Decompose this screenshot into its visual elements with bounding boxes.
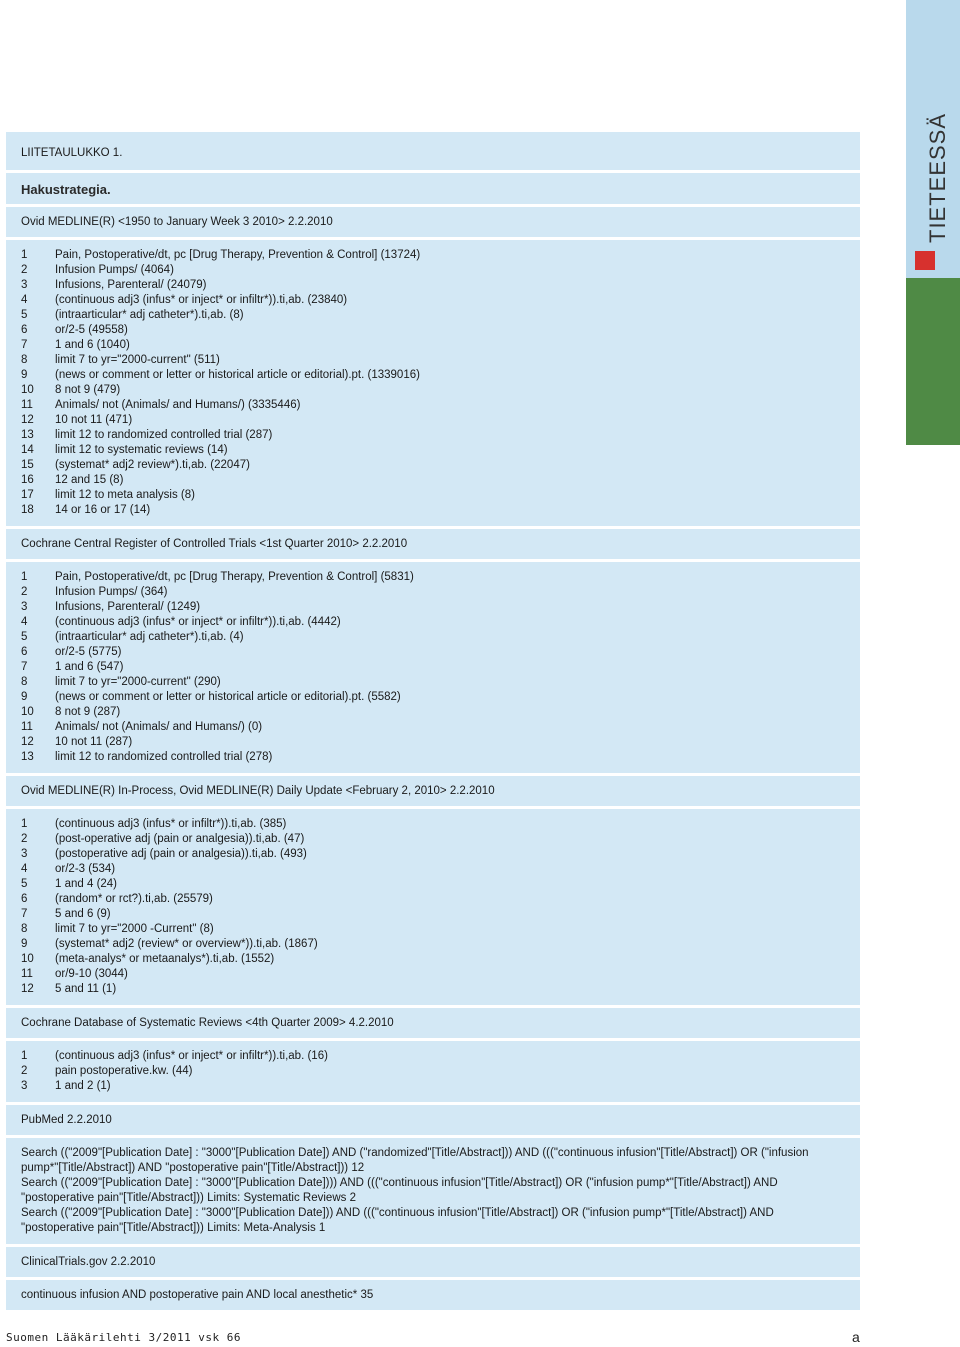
footer-letter: a	[852, 1329, 860, 1345]
line-number: 4	[21, 863, 28, 875]
line-number: 7	[21, 339, 28, 351]
line-query: 1 and 4 (24)	[55, 878, 118, 890]
line-number: 3	[21, 1080, 28, 1092]
search-line	[21, 368, 860, 383]
search-line	[21, 323, 860, 338]
line-number: 13	[21, 751, 34, 763]
line-query: (news or comment or letter or historical article or editorial).pt. (1339016)	[55, 369, 420, 381]
line-number: 3	[21, 601, 28, 613]
database-label: Ovid MEDLINE(R) <1950 to January Week 3 2010> 2.2.2010	[6, 207, 860, 237]
line-number: 10	[21, 953, 34, 965]
line-query: or/9-10 (3044)	[55, 968, 128, 980]
line-query: 8 not 9 (479)	[55, 384, 121, 396]
search-line	[21, 832, 860, 847]
line-query: Infusions, Parenteral/ (1249)	[55, 601, 201, 613]
line-query: (continuous adj3 (infus* or inject* or infiltr*)).ti,ab. (23840)	[55, 294, 348, 306]
line-query: (systemat* adj2 review*).ti,ab. (22047)	[55, 459, 250, 471]
line-query: limit 12 to randomized controlled trial (287)	[55, 429, 273, 441]
line-query: 10 not 11 (287)	[55, 736, 133, 748]
line-number: 18	[21, 504, 34, 516]
search-line	[21, 660, 860, 675]
line-query: Pain, Postoperative/dt, pc [Drug Therapy, Prevention & Control] (13724)	[55, 249, 421, 261]
line-number: 10	[21, 706, 34, 718]
line-number: 3	[21, 279, 28, 291]
clinicaltrials-query: continuous infusion AND postoperative pain AND local anesthetic* 35	[6, 1280, 860, 1310]
search-line	[21, 353, 860, 368]
line-query: limit 12 to randomized controlled trial (278)	[55, 751, 273, 763]
pubmed-query: Search (("2009"[Publication Date] : "3000"[Publication Date]))) AND ((("continuous infusion"[Title/Abstract]) OR ("infusion pump*"[Title/Abstract]) AND "postoperative pain"[Title/Abstract])) Limits: Systematic Reviews 2	[21, 1177, 778, 1204]
line-number: 14	[21, 444, 34, 456]
search-line	[21, 690, 860, 705]
line-number: 12	[21, 736, 34, 748]
line-query: (intraarticular* adj catheter*).ti,ab. (4)	[55, 631, 244, 643]
search-line	[21, 967, 860, 982]
table-heading: Hakustrategia.	[6, 173, 860, 204]
search-line	[21, 570, 860, 585]
search-line	[21, 720, 860, 735]
search-line	[21, 503, 860, 518]
line-number: 15	[21, 459, 34, 471]
search-line	[21, 383, 860, 398]
line-query: 12 and 15 (8)	[55, 474, 124, 486]
line-query: limit 7 to yr="2000-current" (290)	[55, 676, 221, 688]
pubmed-queries	[6, 1138, 860, 1244]
section-label-text: TIETEESSÄ	[925, 112, 950, 243]
line-number: 8	[21, 923, 28, 935]
line-query: 10 not 11 (471)	[55, 414, 133, 426]
line-query: (continuous adj3 (infus* or inject* or infiltr*)).ti,ab. (16)	[55, 1050, 328, 1062]
line-query: 5 and 6 (9)	[55, 908, 111, 920]
search-line	[21, 1079, 860, 1094]
line-number: 9	[21, 369, 28, 381]
search-line	[21, 877, 860, 892]
line-query: Infusion Pumps/ (364)	[55, 586, 168, 598]
line-number: 8	[21, 354, 28, 366]
line-query: limit 7 to yr="2000-current" (511)	[55, 354, 220, 366]
line-query: 14 or 16 or 17 (14)	[55, 504, 151, 516]
search-line	[21, 1064, 860, 1079]
search-lines	[6, 240, 860, 526]
search-line	[21, 600, 860, 615]
search-line	[21, 413, 860, 428]
search-line	[21, 922, 860, 937]
line-number: 1	[21, 249, 28, 261]
line-number: 6	[21, 646, 28, 658]
search-line	[21, 982, 860, 997]
line-number: 5	[21, 878, 28, 890]
search-line	[21, 750, 860, 765]
line-number: 6	[21, 893, 28, 905]
line-query: or/2-5 (49558)	[55, 324, 128, 336]
red-square-icon	[915, 251, 935, 270]
line-number: 9	[21, 691, 28, 703]
search-line	[21, 488, 860, 503]
line-number: 3	[21, 848, 28, 860]
line-query: (systemat* adj2 (review* or overview*)).ti,ab. (1867)	[55, 938, 318, 950]
line-number: 12	[21, 414, 34, 426]
line-query: 5 and 11 (1)	[55, 983, 117, 995]
search-line	[21, 293, 860, 308]
line-number: 2	[21, 1065, 28, 1077]
line-number: 7	[21, 908, 28, 920]
search-line	[21, 308, 860, 323]
search-line	[21, 675, 860, 690]
line-number: 11	[21, 721, 33, 733]
search-line	[21, 907, 860, 922]
search-line	[21, 278, 860, 293]
search-lines	[6, 1041, 860, 1102]
line-number: 2	[21, 586, 28, 598]
pubmed-query: Search (("2009"[Publication Date] : "3000"[Publication Date]) AND ("randomized"[Title/Abstract])) AND ((("continuous infusion"[Title/Abstract]) OR ("infusion pump*"[Title/Abstract]) AND "postoperative pain"[Title/Abstract])) 12	[21, 1147, 809, 1174]
line-query: Pain, Postoperative/dt, pc [Drug Therapy, Prevention & Control] (5831)	[55, 571, 414, 583]
line-query: 1 and 2 (1)	[55, 1080, 111, 1092]
search-line	[21, 1049, 860, 1064]
journal-footer: Suomen Lääkärilehti 3/2011 vsk 66	[6, 1331, 242, 1344]
database-label: PubMed 2.2.2010	[6, 1105, 860, 1135]
search-strategy-table	[6, 132, 860, 1313]
search-lines	[6, 809, 860, 1005]
search-lines	[6, 562, 860, 773]
search-line	[21, 937, 860, 952]
search-line	[21, 817, 860, 832]
search-line	[21, 248, 860, 263]
line-query: (intraarticular* adj catheter*).ti,ab. (8)	[55, 309, 244, 321]
line-query: (continuous adj3 (infus* or infiltr*)).ti,ab. (385)	[55, 818, 287, 830]
search-line	[21, 862, 860, 877]
line-number: 12	[21, 983, 34, 995]
database-label: Cochrane Database of Systematic Reviews <4th Quarter 2009> 4.2.2010	[6, 1008, 860, 1038]
line-query: or/2-3 (534)	[55, 863, 116, 875]
search-line	[21, 735, 860, 750]
search-line	[21, 615, 860, 630]
search-line	[21, 473, 860, 488]
search-line	[21, 952, 860, 967]
line-query: limit 12 to systematic reviews (14)	[55, 444, 228, 456]
search-line	[21, 705, 860, 720]
line-query: (random* or rct?).ti,ab. (25579)	[55, 893, 213, 905]
line-number: 1	[21, 571, 28, 583]
line-query: Infusion Pumps/ (4064)	[55, 264, 174, 276]
database-label: Ovid MEDLINE(R) In-Process, Ovid MEDLINE(R) Daily Update <February 2, 2010> 2.2.2010	[6, 776, 860, 806]
line-query: pain postoperative.kw. (44)	[55, 1065, 193, 1077]
line-number: 2	[21, 833, 28, 845]
line-number: 11	[21, 399, 33, 411]
search-line	[21, 443, 860, 458]
line-number: 6	[21, 324, 28, 336]
search-line	[21, 892, 860, 907]
search-line	[21, 398, 860, 413]
line-query: (postoperative adj (pain or analgesia)).ti,ab. (493)	[55, 848, 307, 860]
line-query: Infusions, Parenteral/ (24079)	[55, 279, 207, 291]
search-line	[21, 630, 860, 645]
line-query: 8 not 9 (287)	[55, 706, 121, 718]
line-query: 1 and 6 (1040)	[55, 339, 130, 351]
line-query: Animals/ not (Animals/ and Humans/) (3335446)	[55, 399, 301, 411]
line-query: (news or comment or letter or historical article or editorial).pt. (5582)	[55, 691, 401, 703]
line-query: (post-operative adj (pain or analgesia)).ti,ab. (47)	[55, 833, 305, 845]
line-query: or/2-5 (5775)	[55, 646, 122, 658]
search-line	[21, 428, 860, 443]
line-number: 1	[21, 1050, 28, 1062]
line-number: 4	[21, 294, 28, 306]
database-label: Cochrane Central Register of Controlled Trials <1st Quarter 2010> 2.2.2010	[6, 529, 860, 559]
line-query: Animals/ not (Animals/ and Humans/) (0)	[55, 721, 263, 733]
line-number: 10	[21, 384, 34, 396]
table-title: LIITETAULUKKO 1.	[6, 132, 860, 170]
line-number: 4	[21, 616, 28, 628]
search-line	[21, 645, 860, 660]
line-number: 5	[21, 309, 28, 321]
side-green-block	[906, 278, 960, 445]
line-number: 11	[21, 968, 33, 980]
line-number: 17	[21, 489, 34, 501]
line-number: 2	[21, 264, 28, 276]
line-query: limit 12 to meta analysis (8)	[55, 489, 195, 501]
line-number: 7	[21, 661, 28, 673]
search-line	[21, 585, 860, 600]
line-number: 9	[21, 938, 28, 950]
line-number: 16	[21, 474, 34, 486]
search-line	[21, 458, 860, 473]
search-line	[21, 847, 860, 862]
search-line	[21, 263, 860, 278]
search-line	[21, 338, 860, 353]
section-label	[912, 112, 950, 272]
line-number: 5	[21, 631, 28, 643]
line-number: 8	[21, 676, 28, 688]
database-label: ClinicalTrials.gov 2.2.2010	[6, 1247, 860, 1277]
line-query: (continuous adj3 (infus* or inject* or infiltr*)).ti,ab. (4442)	[55, 616, 341, 628]
line-number: 13	[21, 429, 34, 441]
line-query: 1 and 6 (547)	[55, 661, 124, 673]
line-number: 1	[21, 818, 28, 830]
line-query: (meta-analys* or metaanalys*).ti,ab. (1552)	[55, 953, 275, 965]
pubmed-query: Search (("2009"[Publication Date] : "3000"[Publication Date])) AND ((("continuous infusion"[Title/Abstract]) OR ("infusion pump*"[Title/Abstract]) AND "postoperative pain"[Title/Abstract])) Limits: Meta-Analysis 1	[21, 1207, 774, 1234]
line-query: limit 7 to yr="2000 -Current" (8)	[55, 923, 214, 935]
